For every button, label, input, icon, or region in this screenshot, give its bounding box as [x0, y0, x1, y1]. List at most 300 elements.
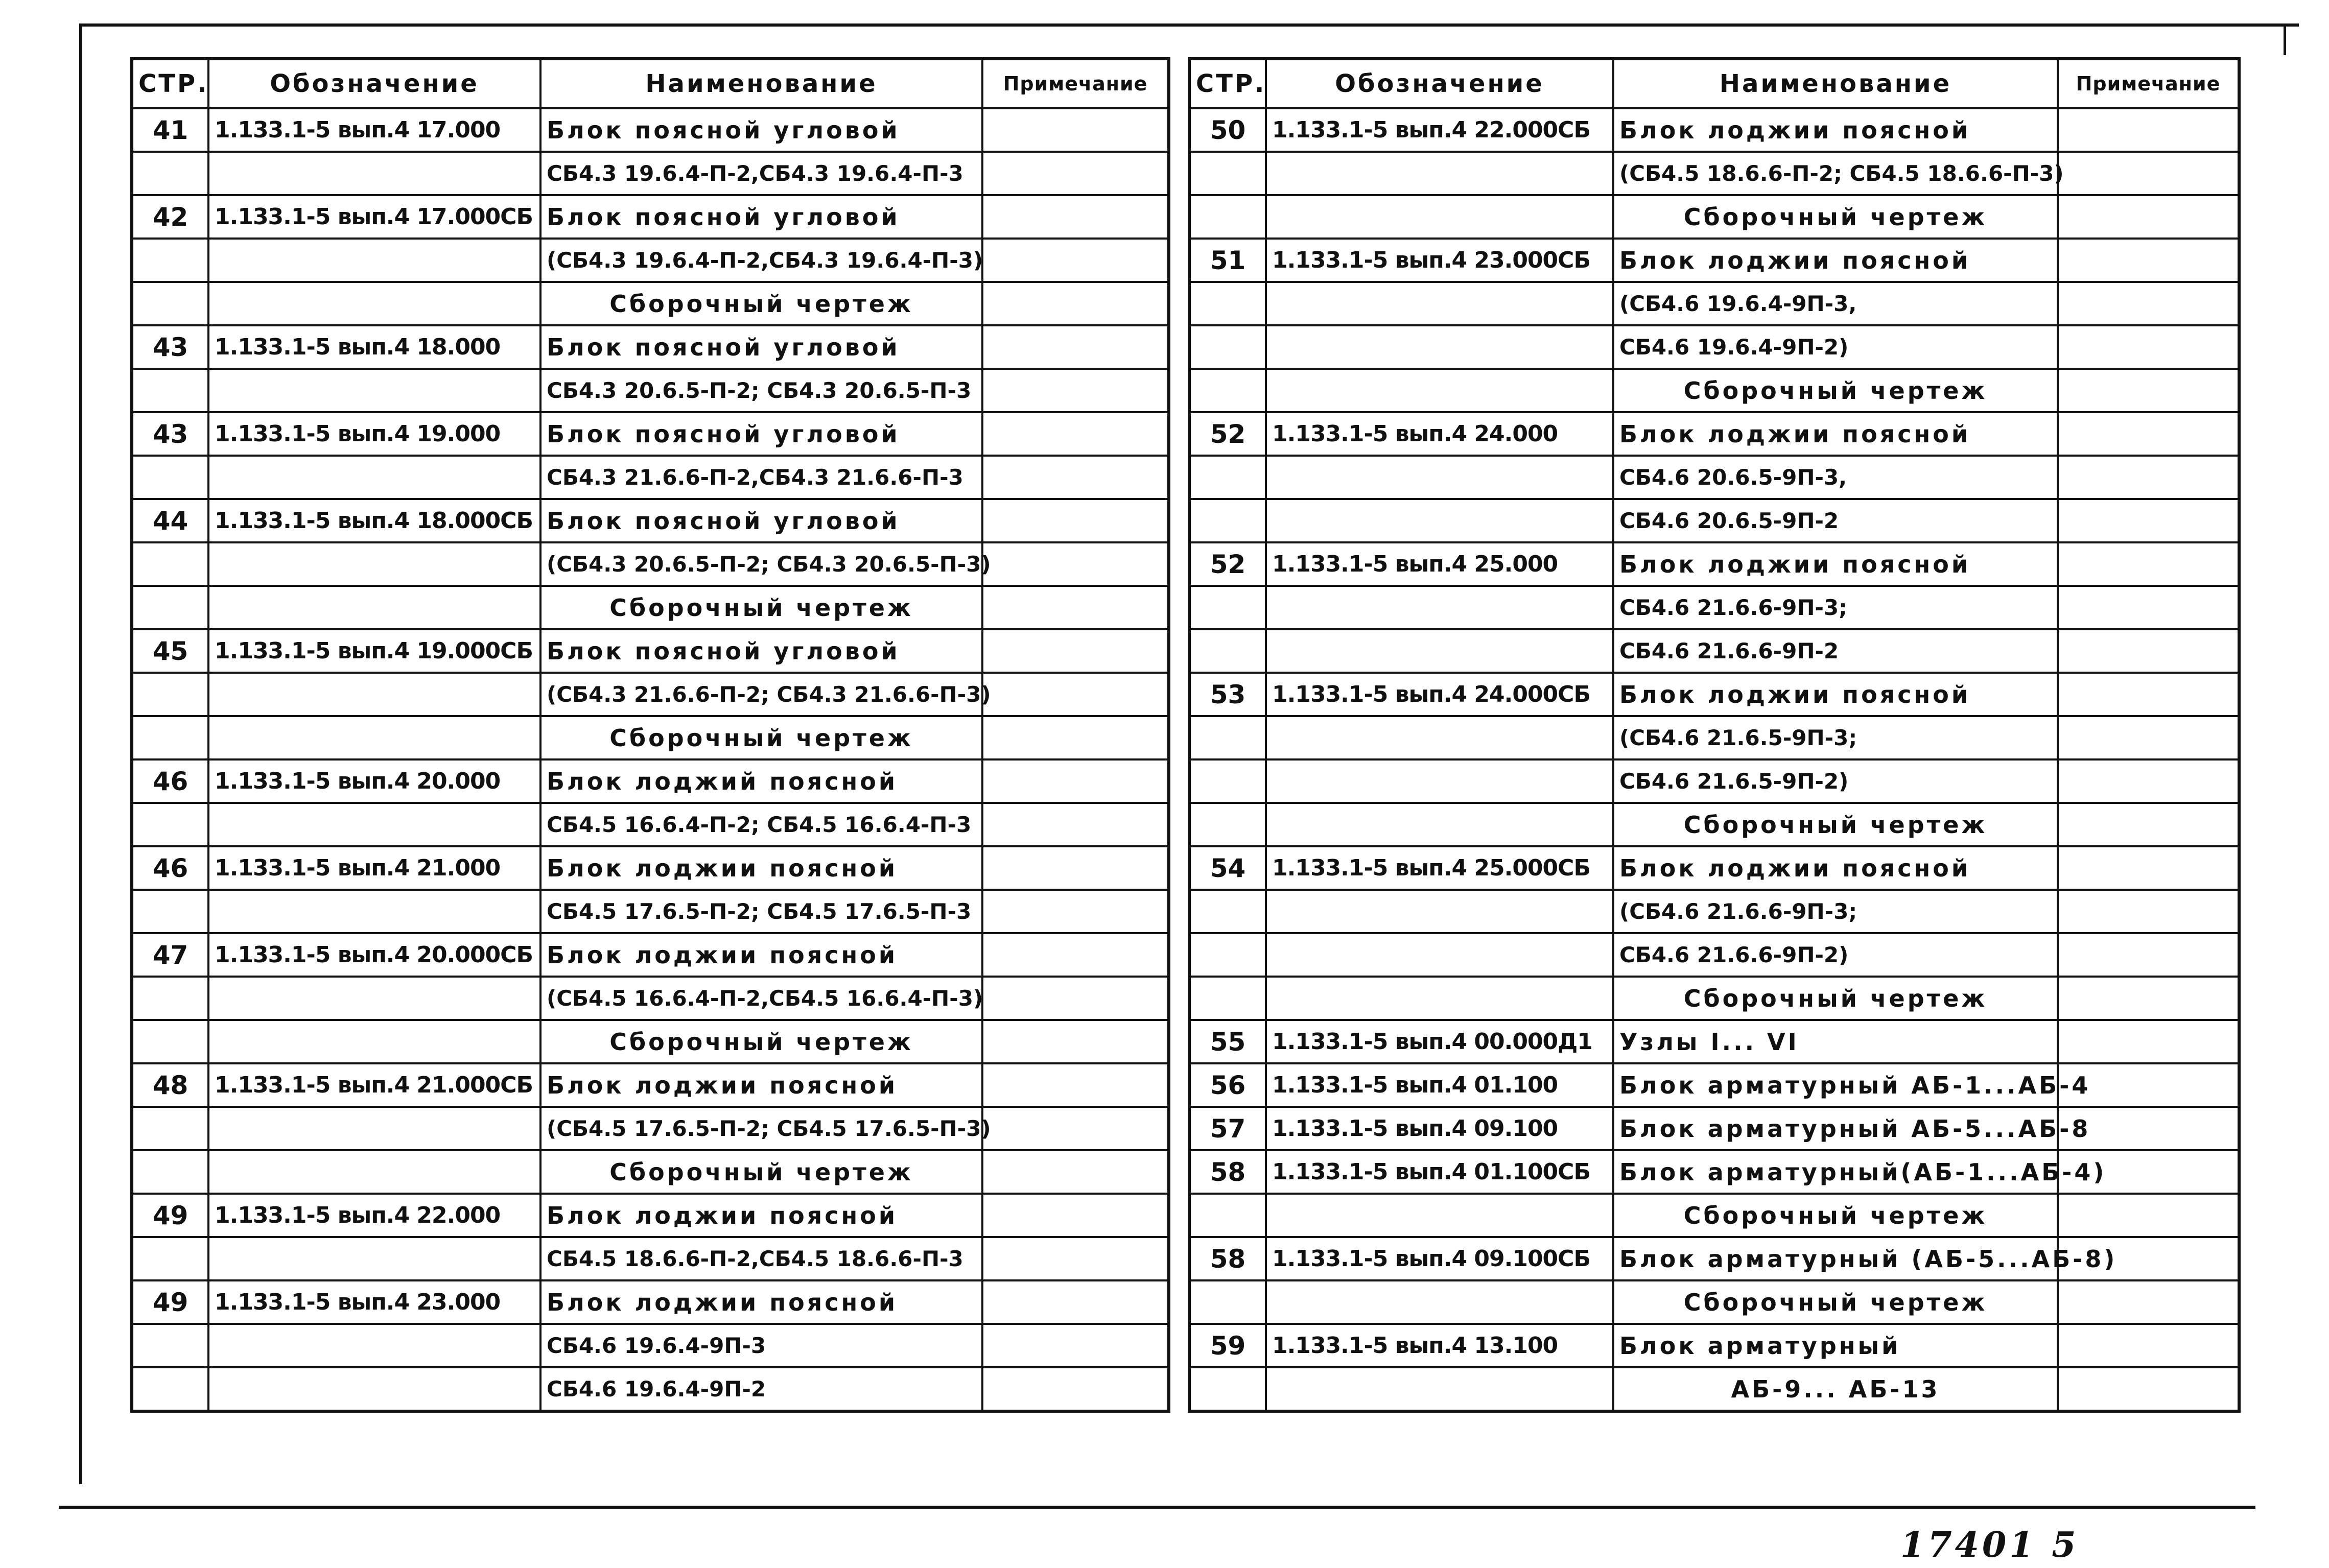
- table-row: [132, 890, 1169, 933]
- name-cell: СБ4.6 21.6.6-9П-2): [1613, 933, 2058, 977]
- note-cell: [982, 586, 1169, 629]
- page-cell: 43: [132, 325, 208, 369]
- table-row: [1189, 282, 2239, 325]
- table-row: [1189, 759, 2239, 803]
- header-page: СТР.: [1189, 59, 1266, 108]
- table-row: [1189, 890, 2239, 933]
- table-row: [132, 412, 1169, 456]
- code-cell: [208, 282, 540, 325]
- table-row: [1189, 1020, 2239, 1063]
- page-cell: [132, 1237, 208, 1280]
- table-row: [132, 1063, 1169, 1107]
- page-cell: 46: [132, 759, 208, 803]
- table-row: [1189, 1107, 2239, 1150]
- header-name: Наименование: [1613, 59, 2058, 108]
- note-cell: [982, 369, 1169, 412]
- note-cell: [2058, 369, 2239, 412]
- table-row: [1189, 499, 2239, 542]
- code-cell: [1266, 890, 1613, 933]
- table-row: [132, 716, 1169, 759]
- page-cell: [132, 369, 208, 412]
- note-cell: [982, 152, 1169, 195]
- code-cell: 1.133.1-5 вып.4 24.000СБ: [1266, 673, 1613, 716]
- name-cell: Сборочный чертеж: [540, 1150, 982, 1194]
- page-cell: [132, 1107, 208, 1150]
- note-cell: [982, 803, 1169, 846]
- page-cell: [1189, 629, 1266, 673]
- table-row: [132, 846, 1169, 890]
- table-row: [1189, 369, 2239, 412]
- name-cell: Блок арматурный: [1613, 1324, 2058, 1367]
- table-row: [1189, 239, 2239, 282]
- register-body-left: [132, 108, 1169, 1411]
- table-row: [1189, 1194, 2239, 1237]
- header-note: Примечание: [982, 59, 1169, 108]
- table-row: [132, 1237, 1169, 1280]
- code-cell: 1.133.1-5 вып.4 20.000СБ: [208, 933, 540, 977]
- name-cell: (СБ4.6 21.6.6-9П-3;: [1613, 890, 2058, 933]
- table-row: [132, 456, 1169, 499]
- name-cell: Блок лоджии поясной: [1613, 846, 2058, 890]
- page-cell: [132, 239, 208, 282]
- code-cell: [208, 369, 540, 412]
- name-cell: (СБ4.6 21.6.5-9П-3;: [1613, 716, 2058, 759]
- sheet-stamp: 17401 5: [1900, 1525, 2079, 1565]
- code-cell: [1266, 803, 1613, 846]
- page-cell: [1189, 456, 1266, 499]
- code-cell: [208, 239, 540, 282]
- code-cell: [208, 542, 540, 586]
- page-cell: 47: [132, 933, 208, 977]
- name-cell: Блок лоджии поясной: [540, 846, 982, 890]
- page-cell: 52: [1189, 412, 1266, 456]
- code-cell: [1266, 586, 1613, 629]
- header-code: Обозначение: [1266, 59, 1613, 108]
- code-cell: 1.133.1-5 вып.4 18.000: [208, 325, 540, 369]
- name-cell: Сборочный чертеж: [1613, 369, 2058, 412]
- page-cell: [132, 456, 208, 499]
- page-cell: 57: [1189, 1107, 1266, 1150]
- note-cell: [2058, 586, 2239, 629]
- note-cell: [982, 933, 1169, 977]
- name-cell: Блок поясной угловой: [540, 325, 982, 369]
- note-cell: [2058, 282, 2239, 325]
- code-cell: 1.133.1-5 вып.4 23.000СБ: [1266, 239, 1613, 282]
- code-cell: 1.133.1-5 вып.4 22.000СБ: [1266, 108, 1613, 152]
- name-cell: Блок лоджии поясной: [1613, 412, 2058, 456]
- note-cell: [982, 412, 1169, 456]
- page-cell: [1189, 1280, 1266, 1324]
- table-row: [132, 1324, 1169, 1367]
- page-cell: 56: [1189, 1063, 1266, 1107]
- name-cell: СБ4.3 21.6.6-П-2,СБ4.3 21.6.6-П-3: [540, 456, 982, 499]
- code-cell: [1266, 1367, 1613, 1411]
- note-cell: [982, 1237, 1169, 1280]
- page-cell: 49: [132, 1194, 208, 1237]
- table-row: [132, 629, 1169, 673]
- note-cell: [982, 1020, 1169, 1063]
- name-cell: Блок лоджии поясной: [1613, 673, 2058, 716]
- table-row: [132, 282, 1169, 325]
- name-cell: (СБ4.3 19.6.4-П-2,СБ4.3 19.6.4-П-3): [540, 239, 982, 282]
- note-cell: [982, 542, 1169, 586]
- page-cell: 54: [1189, 846, 1266, 890]
- table-row: [132, 977, 1169, 1020]
- name-cell: (СБ4.3 20.6.5-П-2; СБ4.3 20.6.5-П-3): [540, 542, 982, 586]
- page-cell: 55: [1189, 1020, 1266, 1063]
- code-cell: [1266, 325, 1613, 369]
- name-cell: Сборочный чертеж: [1613, 1280, 2058, 1324]
- table-row: [132, 239, 1169, 282]
- sheet-frame-left: [79, 23, 82, 1484]
- page-cell: 42: [132, 195, 208, 239]
- name-cell: Блок лоджии поясной: [540, 1063, 982, 1107]
- page-cell: [1189, 759, 1266, 803]
- note-cell: [982, 1063, 1169, 1107]
- table-row: [1189, 108, 2239, 152]
- code-cell: [1266, 1280, 1613, 1324]
- page-cell: [1189, 369, 1266, 412]
- name-cell: Сборочный чертеж: [540, 282, 982, 325]
- note-cell: [2058, 325, 2239, 369]
- table-row: [132, 1280, 1169, 1324]
- sheet-frame-bottom: [59, 1506, 2255, 1509]
- note-cell: [982, 1280, 1169, 1324]
- table-row: [1189, 977, 2239, 1020]
- code-cell: [1266, 195, 1613, 239]
- table-row: [1189, 586, 2239, 629]
- table-row: [132, 803, 1169, 846]
- table-row: [132, 1020, 1169, 1063]
- page-cell: [1189, 499, 1266, 542]
- name-cell: Блок лоджии поясной: [1613, 542, 2058, 586]
- table-row: [1189, 1367, 2239, 1411]
- note-cell: [2058, 456, 2239, 499]
- name-cell: Сборочный чертеж: [540, 586, 982, 629]
- note-cell: [2058, 803, 2239, 846]
- page-cell: [1189, 195, 1266, 239]
- page-cell: 44: [132, 499, 208, 542]
- header-name: Наименование: [540, 59, 982, 108]
- name-cell: Блок поясной угловой: [540, 499, 982, 542]
- page-cell: [132, 1150, 208, 1194]
- code-cell: [208, 152, 540, 195]
- name-cell: СБ4.5 17.6.5-П-2; СБ4.5 17.6.5-П-3: [540, 890, 982, 933]
- table-row: [132, 369, 1169, 412]
- code-cell: 1.133.1-5 вып.4 21.000: [208, 846, 540, 890]
- note-cell: [2058, 1367, 2239, 1411]
- register-table-right: [1188, 57, 2241, 1413]
- code-cell: [1266, 629, 1613, 673]
- code-cell: 1.133.1-5 вып.4 25.000СБ: [1266, 846, 1613, 890]
- code-cell: [1266, 933, 1613, 977]
- note-cell: [982, 456, 1169, 499]
- table-row: [1189, 673, 2239, 716]
- page-cell: [1189, 803, 1266, 846]
- code-cell: [1266, 456, 1613, 499]
- code-cell: [1266, 282, 1613, 325]
- page-cell: [1189, 890, 1266, 933]
- name-cell: Блок лоджии поясной: [1613, 239, 2058, 282]
- note-cell: [2058, 977, 2239, 1020]
- page-cell: [132, 1324, 208, 1367]
- name-cell: Сборочный чертеж: [1613, 1194, 2058, 1237]
- note-cell: [2058, 542, 2239, 586]
- table-row: [1189, 846, 2239, 890]
- name-cell: Блок арматурный АБ-5...АБ-8: [1613, 1107, 2058, 1150]
- note-cell: [2058, 108, 2239, 152]
- note-cell: [2058, 1194, 2239, 1237]
- page-cell: [132, 890, 208, 933]
- table-row: [1189, 1324, 2239, 1367]
- note-cell: [982, 1324, 1169, 1367]
- name-cell: СБ4.6 20.6.5-9П-3,: [1613, 456, 2058, 499]
- name-cell: Сборочный чертеж: [540, 716, 982, 759]
- note-cell: [982, 499, 1169, 542]
- name-cell: Блок арматурный АБ-1...АБ-4: [1613, 1063, 2058, 1107]
- name-cell: СБ4.6 21.6.5-9П-2): [1613, 759, 2058, 803]
- table-row: [1189, 629, 2239, 673]
- code-cell: [208, 1107, 540, 1150]
- code-cell: [208, 977, 540, 1020]
- name-cell: Блок поясной угловой: [540, 108, 982, 152]
- note-cell: [982, 716, 1169, 759]
- code-cell: [1266, 716, 1613, 759]
- page-cell: 51: [1189, 239, 1266, 282]
- page-cell: [1189, 1194, 1266, 1237]
- note-cell: [2058, 152, 2239, 195]
- page-cell: [1189, 716, 1266, 759]
- code-cell: [208, 890, 540, 933]
- table-row: [132, 1194, 1169, 1237]
- note-cell: [982, 977, 1169, 1020]
- table-row: [132, 152, 1169, 195]
- page-cell: 45: [132, 629, 208, 673]
- code-cell: 1.133.1-5 вып.4 09.100СБ: [1266, 1237, 1613, 1280]
- page-cell: 58: [1189, 1150, 1266, 1194]
- note-cell: [982, 846, 1169, 890]
- table-row: [1189, 1280, 2239, 1324]
- name-cell: СБ4.6 19.6.4-9П-2: [540, 1367, 982, 1411]
- name-cell: СБ4.6 21.6.6-9П-2: [1613, 629, 2058, 673]
- name-cell: Блок лоджии поясной: [540, 933, 982, 977]
- table-row: [1189, 412, 2239, 456]
- note-cell: [2058, 1280, 2239, 1324]
- note-cell: [982, 673, 1169, 716]
- code-cell: [208, 673, 540, 716]
- table-row: [1189, 933, 2239, 977]
- note-cell: [2058, 195, 2239, 239]
- note-cell: [2058, 629, 2239, 673]
- page-cell: 58: [1189, 1237, 1266, 1280]
- page-cell: [132, 803, 208, 846]
- note-cell: [2058, 1324, 2239, 1367]
- code-cell: [208, 803, 540, 846]
- name-cell: Блок поясной угловой: [540, 195, 982, 239]
- name-cell: СБ4.6 20.6.5-9П-2: [1613, 499, 2058, 542]
- name-cell: Сборочный чертеж: [540, 1020, 982, 1063]
- name-cell: Блок лоджии поясной: [540, 1280, 982, 1324]
- name-cell: СБ4.6 21.6.6-9П-3;: [1613, 586, 2058, 629]
- page-cell: [132, 282, 208, 325]
- header-row: [1189, 59, 2239, 108]
- note-cell: [982, 1194, 1169, 1237]
- sheet-frame-top: [79, 23, 2299, 27]
- page-cell: [132, 673, 208, 716]
- name-cell: СБ4.6 19.6.4-9П-2): [1613, 325, 2058, 369]
- code-cell: 1.133.1-5 вып.4 01.100СБ: [1266, 1150, 1613, 1194]
- note-cell: [982, 759, 1169, 803]
- page-cell: [132, 586, 208, 629]
- page-cell: [132, 1020, 208, 1063]
- page-cell: [1189, 586, 1266, 629]
- table-row: [132, 673, 1169, 716]
- code-cell: 1.133.1-5 вып.4 23.000: [208, 1280, 540, 1324]
- table-row: [1189, 542, 2239, 586]
- name-cell: Сборочный чертеж: [1613, 195, 2058, 239]
- code-cell: [208, 716, 540, 759]
- table-row: [132, 586, 1169, 629]
- page-cell: 52: [1189, 542, 1266, 586]
- note-cell: [982, 195, 1169, 239]
- note-cell: [982, 325, 1169, 369]
- name-cell: Блок арматурный(АБ-1...АБ-4): [1613, 1150, 2058, 1194]
- name-cell: Блок арматурный (АБ-5...АБ-8): [1613, 1237, 2058, 1280]
- page-cell: 46: [132, 846, 208, 890]
- table-row: [1189, 152, 2239, 195]
- note-cell: [2058, 412, 2239, 456]
- code-cell: [1266, 499, 1613, 542]
- note-cell: [982, 890, 1169, 933]
- note-cell: [982, 108, 1169, 152]
- page-cell: [1189, 977, 1266, 1020]
- code-cell: [208, 1020, 540, 1063]
- page-cell: [132, 977, 208, 1020]
- table-row: [1189, 803, 2239, 846]
- name-cell: Сборочный чертеж: [1613, 977, 2058, 1020]
- name-cell: (СБ4.3 21.6.6-П-2; СБ4.3 21.6.6-П-3): [540, 673, 982, 716]
- code-cell: 1.133.1-5 вып.4 13.100: [1266, 1324, 1613, 1367]
- name-cell: Узлы I... VI: [1613, 1020, 2058, 1063]
- note-cell: [982, 1150, 1169, 1194]
- sheet-corner-mark: [2284, 23, 2286, 55]
- page-cell: [132, 542, 208, 586]
- header-row: [132, 59, 1169, 108]
- note-cell: [2058, 1020, 2239, 1063]
- table-row: [1189, 456, 2239, 499]
- name-cell: (СБ4.5 17.6.5-П-2; СБ4.5 17.6.5-П-3): [540, 1107, 982, 1150]
- code-cell: [208, 586, 540, 629]
- code-cell: 1.133.1-5 вып.4 19.000СБ: [208, 629, 540, 673]
- code-cell: 1.133.1-5 вып.4 18.000СБ: [208, 499, 540, 542]
- table-row: [132, 499, 1169, 542]
- code-cell: 1.133.1-5 вып.4 09.100: [1266, 1107, 1613, 1150]
- table-row: [1189, 1237, 2239, 1280]
- code-cell: [1266, 152, 1613, 195]
- code-cell: 1.133.1-5 вып.4 20.000: [208, 759, 540, 803]
- code-cell: [1266, 1194, 1613, 1237]
- code-cell: 1.133.1-5 вып.4 24.000: [1266, 412, 1613, 456]
- name-cell: СБ4.6 19.6.4-9П-3: [540, 1324, 982, 1367]
- note-cell: [2058, 499, 2239, 542]
- name-cell: (СБ4.5 16.6.4-П-2,СБ4.5 16.6.4-П-3): [540, 977, 982, 1020]
- code-cell: 1.133.1-5 вып.4 25.000: [1266, 542, 1613, 586]
- name-cell: (СБ4.5 18.6.6-П-2; СБ4.5 18.6.6-П-3): [1613, 152, 2058, 195]
- page-cell: 59: [1189, 1324, 1266, 1367]
- code-cell: [208, 1324, 540, 1367]
- code-cell: [1266, 369, 1613, 412]
- page-cell: 43: [132, 412, 208, 456]
- note-cell: [2058, 890, 2239, 933]
- register-table-left: [130, 57, 1170, 1413]
- name-cell: Блок лоджии поясной: [540, 1194, 982, 1237]
- name-cell: СБ4.3 20.6.5-П-2; СБ4.3 20.6.5-П-3: [540, 369, 982, 412]
- table-row: [132, 325, 1169, 369]
- name-cell: Блок поясной угловой: [540, 412, 982, 456]
- page-cell: [132, 152, 208, 195]
- code-cell: 1.133.1-5 вып.4 21.000СБ: [208, 1063, 540, 1107]
- table-row: [132, 1107, 1169, 1150]
- name-cell: СБ4.5 16.6.4-П-2; СБ4.5 16.6.4-П-3: [540, 803, 982, 846]
- code-cell: 1.133.1-5 вып.4 19.000: [208, 412, 540, 456]
- table-row: [1189, 716, 2239, 759]
- note-cell: [2058, 933, 2239, 977]
- table-row: [1189, 195, 2239, 239]
- name-cell: Блок лоджии поясной: [1613, 108, 2058, 152]
- name-cell: Сборочный чертеж: [1613, 803, 2058, 846]
- table-row: [132, 759, 1169, 803]
- note-cell: [2058, 716, 2239, 759]
- name-cell: Блок поясной угловой: [540, 629, 982, 673]
- table-row: [1189, 325, 2239, 369]
- note-cell: [2058, 239, 2239, 282]
- code-cell: [1266, 977, 1613, 1020]
- code-cell: 1.133.1-5 вып.4 01.100: [1266, 1063, 1613, 1107]
- code-cell: 1.133.1-5 вып.4 17.000: [208, 108, 540, 152]
- header-note: Примечание: [2058, 59, 2239, 108]
- page-cell: [1189, 1367, 1266, 1411]
- page-cell: 41: [132, 108, 208, 152]
- note-cell: [982, 629, 1169, 673]
- table-row: [132, 1150, 1169, 1194]
- note-cell: [2058, 673, 2239, 716]
- note-cell: [982, 1107, 1169, 1150]
- note-cell: [982, 1367, 1169, 1411]
- table-row: [1189, 1063, 2239, 1107]
- header-code: Обозначение: [208, 59, 540, 108]
- page-cell: [1189, 325, 1266, 369]
- name-cell: СБ4.5 18.6.6-П-2,СБ4.5 18.6.6-П-3: [540, 1237, 982, 1280]
- note-cell: [982, 282, 1169, 325]
- code-cell: [208, 1237, 540, 1280]
- page-cell: [132, 1367, 208, 1411]
- register-body-right: [1189, 108, 2239, 1411]
- page-cell: 50: [1189, 108, 1266, 152]
- page-cell: 48: [132, 1063, 208, 1107]
- page-cell: 53: [1189, 673, 1266, 716]
- page-cell: 49: [132, 1280, 208, 1324]
- table-row: [132, 108, 1169, 152]
- page-cell: [1189, 152, 1266, 195]
- name-cell: (СБ4.6 19.6.4-9П-3,: [1613, 282, 2058, 325]
- note-cell: [2058, 759, 2239, 803]
- page-cell: [1189, 933, 1266, 977]
- code-cell: 1.133.1-5 вып.4 22.000: [208, 1194, 540, 1237]
- code-cell: [1266, 759, 1613, 803]
- code-cell: 1.133.1-5 вып.4 17.000СБ: [208, 195, 540, 239]
- code-cell: [208, 1150, 540, 1194]
- name-cell: АБ-9... АБ-13: [1613, 1367, 2058, 1411]
